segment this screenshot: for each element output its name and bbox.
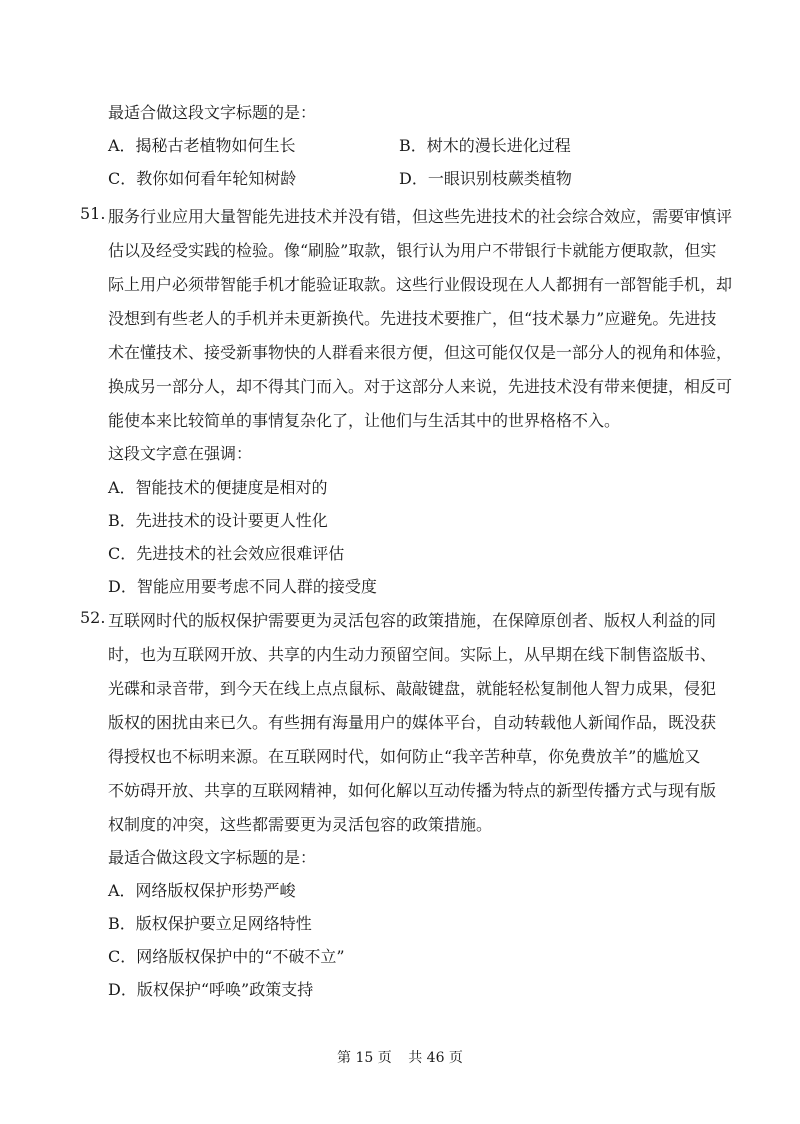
q52-question: 最适合做这段文字标题的是： bbox=[108, 848, 317, 867]
q52-line-1: 互联网时代的版权保护需要更为灵活包容的政策措施，在保障原创者、版权人利益的同 bbox=[108, 611, 717, 630]
page-total: 共 46 页 bbox=[408, 1050, 463, 1066]
q51-line-7: 能使本来比较简单的事情复杂化了，让他们与生活其中的世界格格不入。 bbox=[108, 411, 621, 430]
q52-number: 52. bbox=[80, 608, 106, 627]
q50-option-a[interactable]: A．揭秘古老植物如何生长 bbox=[108, 136, 296, 155]
q52-line-6: 不妨碍开放、共享的互联网精神，如何化解以互动传播为特点的新型传播方式与现有版 bbox=[108, 781, 717, 800]
q52-option-c[interactable]: C．网络版权保护中的“不破不立” bbox=[108, 947, 345, 966]
q50-option-d[interactable]: D．一眼识别枝蕨类植物 bbox=[399, 169, 572, 188]
q52-option-d[interactable]: D．版权保护“呼唤”政策支持 bbox=[108, 980, 314, 999]
q51-option-c[interactable]: C．先进技术的社会效应很难评估 bbox=[108, 544, 345, 563]
q52-option-a[interactable]: A．网络版权保护形势严峻 bbox=[108, 881, 296, 900]
q51-line-5: 术在懂技术、接受新事物快的人群看来很方便，但这可能仅仅是一部分人的视角和体验， bbox=[108, 343, 733, 362]
q52-line-7: 权制度的冲突，这些都需要更为灵活包容的政策措施。 bbox=[108, 815, 493, 834]
page-number: 第 15 页 bbox=[337, 1050, 392, 1066]
q52-line-4: 版权的困扰由来已久。有些拥有海量用户的媒体平台，自动转载他人新闻作品，既没获 bbox=[108, 713, 717, 732]
q51-number: 51. bbox=[80, 204, 106, 223]
q50-question: 最适合做这段文字标题的是： bbox=[108, 103, 317, 122]
q51-line-4: 没想到有些老人的手机并未更新换代。先进技术要推广，但“技术暴力”应避免。先进技 bbox=[108, 309, 717, 328]
q51-line-2: 估以及经受实践的检验。像“刷脸”取款，银行认为用户不带银行卡就能方便取款，但实 bbox=[108, 241, 717, 260]
q51-option-b[interactable]: B．先进技术的设计要更人性化 bbox=[108, 511, 328, 530]
page-footer bbox=[0, 1047, 800, 1067]
q51-option-a[interactable]: A．智能技术的便捷度是相对的 bbox=[108, 478, 328, 497]
q52-line-3: 光碟和录音带，到今天在线上点点鼠标、敲敲键盘，就能轻松复制他人智力成果，侵犯 bbox=[108, 679, 717, 698]
q50-option-b[interactable]: B．树木的漫长进化过程 bbox=[399, 136, 571, 155]
q51-question: 这段文字意在强调： bbox=[108, 444, 253, 463]
q52-line-5: 得授权也不标明来源。在互联网时代，如何防止“我辛苦种草，你免费放羊”的尴尬又 bbox=[108, 747, 701, 766]
q52-line-2: 时，也为互联网开放、共享的内生动力预留空间。实际上，从早期在线下制售盗版书、 bbox=[108, 645, 717, 664]
q51-line-6: 换成另一部分人，却不得其门而入。对于这部分人来说，先进技术没有带来便捷，相反可 bbox=[108, 377, 733, 396]
q51-option-d[interactable]: D．智能应用要考虑不同人群的接受度 bbox=[108, 577, 377, 596]
q51-line-1: 服务行业应用大量智能先进技术并没有错，但这些先进技术的社会综合效应，需要审慎评 bbox=[108, 207, 733, 226]
q52-option-b[interactable]: B．版权保护要立足网络特性 bbox=[108, 914, 312, 933]
q51-line-3: 际上用户必须带智能手机才能验证取款。这些行业假设现在人人都拥有一部智能手机，却 bbox=[108, 275, 733, 294]
q50-option-c[interactable]: C．教你如何看年轮知树龄 bbox=[108, 169, 297, 188]
